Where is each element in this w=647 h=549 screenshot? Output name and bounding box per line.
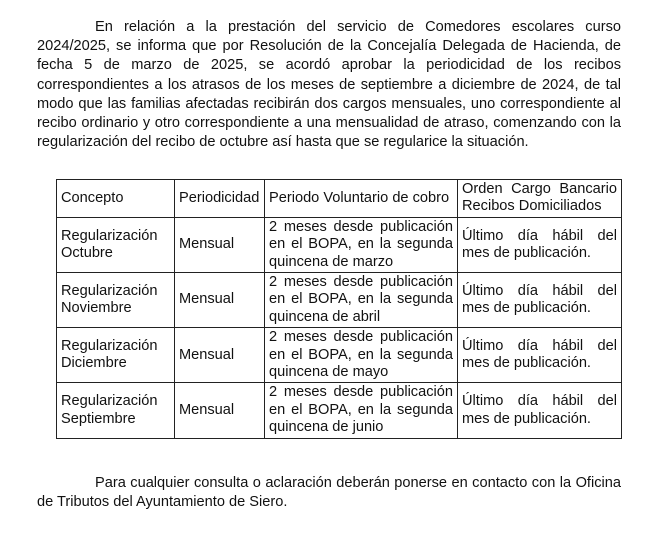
cell-concepto: Regularización Diciembre: [57, 328, 175, 383]
cell-periodo: 2 meses desde publicación en el BOPA, en la segunda quincena de mayo: [265, 328, 458, 383]
table-row: [57, 217, 622, 272]
billing-schedule-table: [56, 179, 622, 439]
header-concepto: Concepto: [57, 180, 175, 218]
cell-orden: Último día hábil del mes de publicación.: [458, 273, 622, 328]
cell-concepto: Regularización Noviembre: [57, 273, 175, 328]
closing-paragraph: Para cualquier consulta o aclaración deberán ponerse en contacto con la Oficina de Tributos del Ayuntamiento de Siero.: [37, 475, 621, 511]
cell-periodicidad: Mensual: [175, 217, 265, 272]
cell-orden: Último día hábil del mes de publicación.: [458, 328, 622, 383]
cell-periodicidad: Mensual: [175, 273, 265, 328]
header-orden: Orden Cargo Bancario Recibos Domiciliados: [458, 180, 622, 218]
table-header-row: [57, 180, 622, 218]
header-periodo: Periodo Voluntario de cobro: [265, 180, 458, 218]
header-periodicidad: Periodicidad: [175, 180, 265, 218]
cell-orden: Último día hábil del mes de publicación.: [458, 217, 622, 272]
cell-concepto: Regularización Octubre: [57, 217, 175, 272]
cell-concepto: Regularización Septiembre: [57, 383, 175, 438]
cell-periodicidad: Mensual: [175, 328, 265, 383]
cell-periodo: 2 meses desde publicación en el BOPA, en la segunda quincena de junio: [265, 383, 458, 438]
cell-periodo: 2 meses desde publicación en el BOPA, en la segunda quincena de marzo: [265, 217, 458, 272]
cell-periodo: 2 meses desde publicación en el BOPA, en la segunda quincena de abril: [265, 273, 458, 328]
cell-orden: Último día hábil del mes de publicación.: [458, 383, 622, 438]
intro-paragraph: En relación a la prestación del servicio de Comedores escolares curso 2024/2025, se informa que por Resolución de la Concejalía Delegada de Hacienda, de fecha 5 de marzo de 2025, se acordó aprobar la periodicidad de los recibos correspondientes a los atrasos de los meses de septiembre a diciembre de 2024, de tal modo que las familias afectadas recibirán dos cargos mensuales, uno correspondiente al recibo ordinario y otro correspondiente a una mensualidad de atraso, comenzando con la regularización del recibo de octubre así hasta que se regularice la situación.: [37, 19, 621, 151]
table-row: [57, 273, 622, 328]
cell-periodicidad: Mensual: [175, 383, 265, 438]
table-row: [57, 383, 622, 438]
table-row: [57, 328, 622, 383]
